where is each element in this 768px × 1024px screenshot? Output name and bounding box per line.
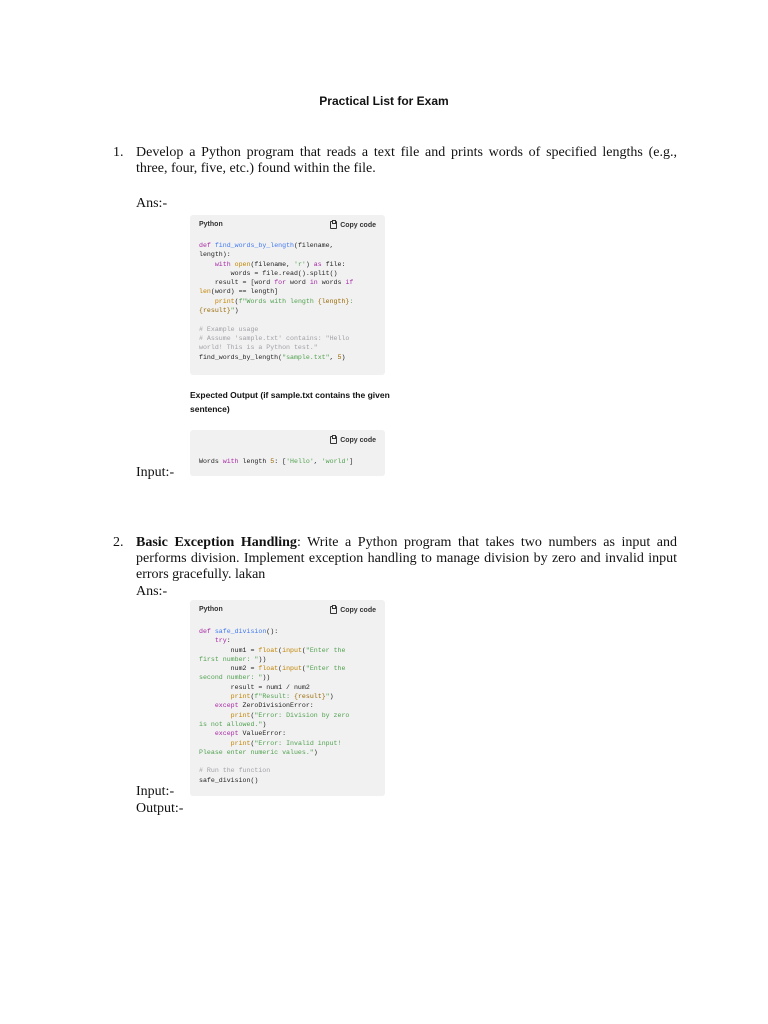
question-2-output-label: Output:-	[136, 801, 184, 816]
page-title: Practical List for Exam	[319, 94, 449, 108]
clipboard-icon	[330, 606, 337, 614]
question-1-input-label: Input:-	[136, 465, 175, 480]
copy-code-label: Copy code	[340, 221, 376, 229]
code-content: def find_words_by_length(filename, length): with open(filename, 'r') as file: words = file.read().split() result = [word for word in words if len(word) == length] print(f"Words with length {length}: {result}") # Example usage # Assume 'sample.txt' contains: "Hello world! This is a Python test." find_words_by_length("sample.txt", 5)	[199, 242, 354, 361]
question-2-ans-label: Ans:-	[136, 584, 168, 599]
question-2-body: : Write a Python program that takes two numbers as input and performs division. Implement exception handling to manage division by zero and invalid input errors gracefully. lakan	[136, 535, 678, 582]
expected-output-heading: Expected Output (if sample.txt contains the given sentence)	[190, 390, 390, 414]
code-block-find-words	[190, 215, 385, 375]
question-2-bold-lead: Basic Exception Handling	[136, 535, 297, 550]
clipboard-icon	[330, 221, 337, 229]
question-2-input-label: Input:-	[136, 784, 175, 799]
copy-code-button-output[interactable]	[330, 436, 376, 444]
output-block	[190, 430, 385, 476]
question-2-text	[136, 535, 677, 583]
copy-code-label: Copy code	[340, 436, 376, 444]
code-language-label: Python	[199, 221, 223, 228]
question-1-text: Develop a Python program that reads a text file and prints words of specified lengths (e.g., three, four, five, etc.) found within the file.	[136, 145, 677, 176]
copy-code-button[interactable]	[330, 221, 376, 229]
question-1-ans-label: Ans:-	[136, 196, 168, 211]
code-content: def safe_division(): try: num1 = float(input("Enter the first number: ")) num2 = float(input("Enter the second number: ")) result = num1 / num2 print(f"Result: {result}") except ZeroDivisionError: print("Error: Division by zero is not allowed.") except ValueError: print("Error: Invalid input! Please enter numeric values.") # Run the function safe_division()	[199, 628, 350, 784]
question-2-number: 2.	[113, 535, 124, 550]
clipboard-icon	[330, 436, 337, 444]
question-1-number: 1.	[113, 145, 124, 160]
output-content: Words with length 5: ['Hello', 'world']	[199, 458, 354, 465]
copy-code-label: Copy code	[340, 606, 376, 614]
copy-code-button[interactable]	[330, 606, 376, 614]
code-language-label: Python	[199, 606, 223, 613]
code-block-safe-division	[190, 600, 385, 796]
